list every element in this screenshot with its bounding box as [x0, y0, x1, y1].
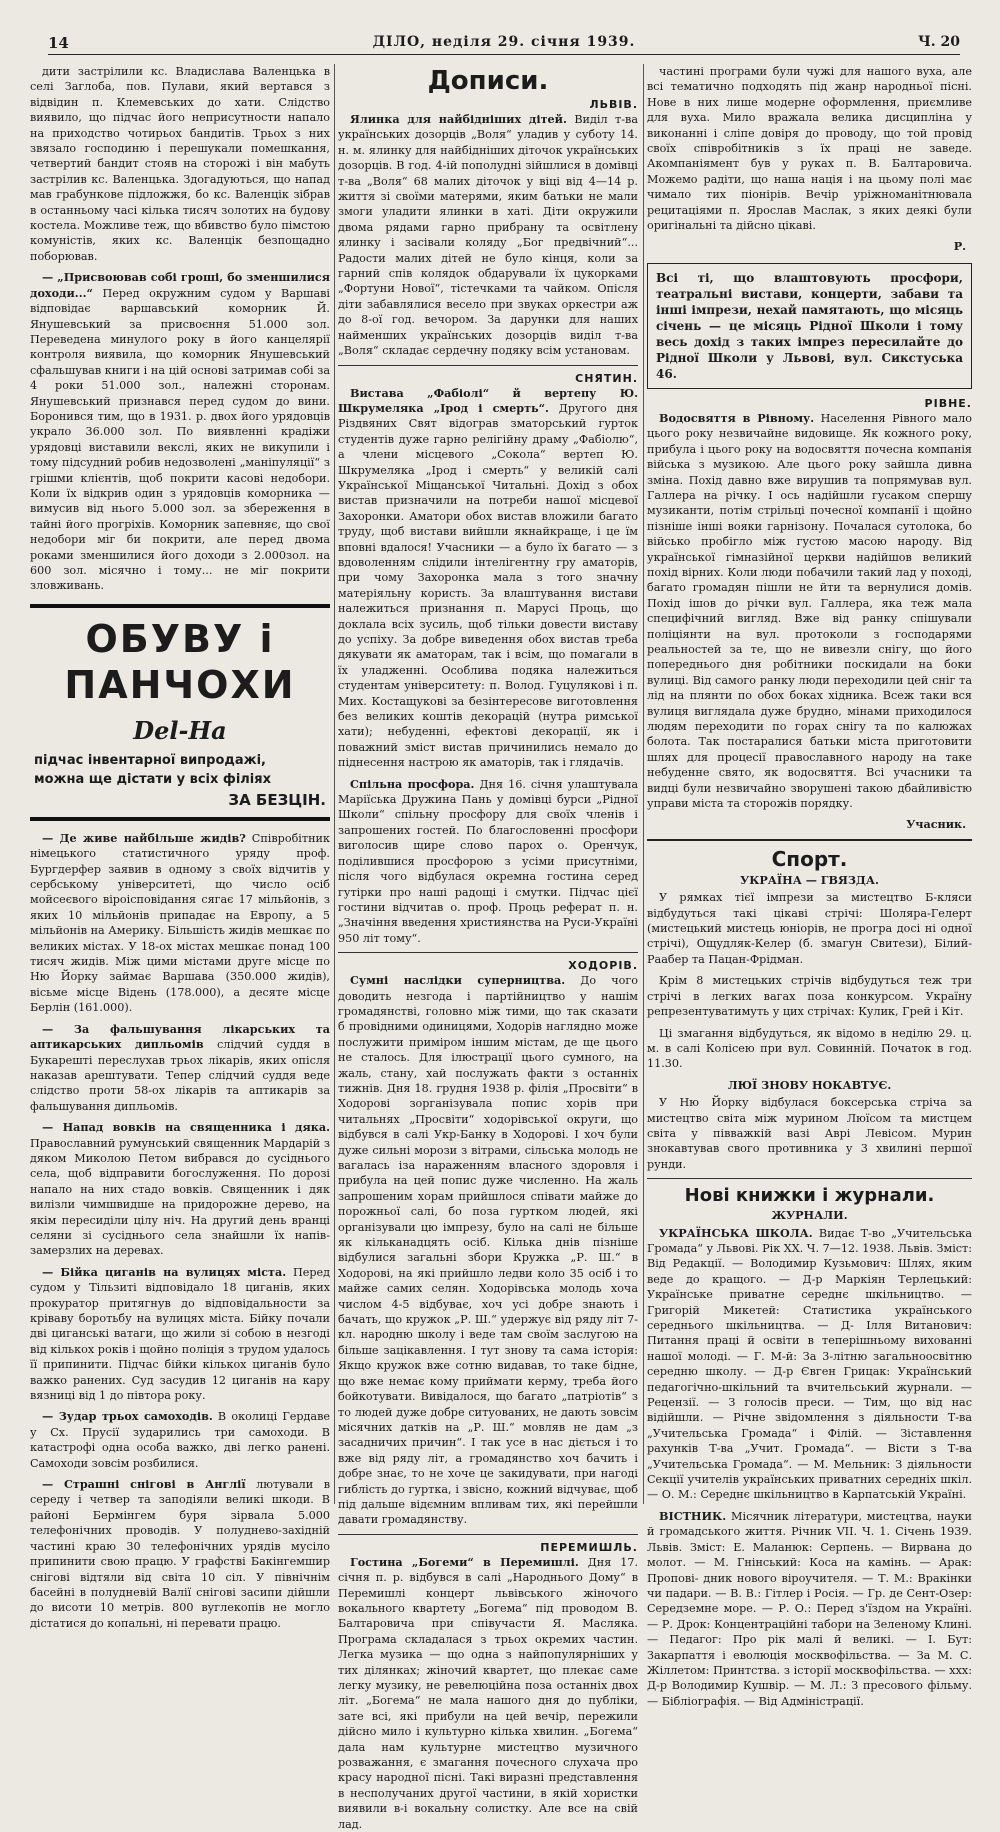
article-text: дити застрілили кс. Владислава Валенцька в селі Заглоба, пов. Пулави, який вертався з відвідин п. Клемевських до хати. Слідство виявило, що підчас його неприсутности напало на приходство чотирьох бандитів. Трьох з них звязало господиню і перешукали помешкання, четвертий бандит стояв на сторожі і він мабуть застрілив кс. Валенцька. Здогадуються, що напад мав грабункове підложжя, бо кс. Валенцік зібрав в останньому часі кілька тисяч золотих на будову костела. Можливе теж, що вбивство було пімстою комуністів, яких кс. Валенцік безпощадно поборював.: [30, 65, 330, 263]
article: [30, 1409, 330, 1471]
column-middle: [338, 64, 639, 1831]
article-text: слідчий суддя в Букарешті переслухав трьох лікарів, яких опісля наказав арештувати. Тепер слідчий суддя веде слідство проти 58-ох лікарів та аптикарів за фальшування дипльомів.: [30, 1038, 330, 1113]
article-lead: Вистава „Фабіолі“ й вертепу Ю. Шкрумеляка „Ірод і смерть“.: [338, 385, 638, 415]
article-text: Ці змагання відбудуться, як відомо в неділю 29. ц. м. в салі Колісею при вул. Совинній. Початок в год. 11.30.: [647, 1026, 972, 1071]
header-rule: [48, 54, 960, 55]
article-lead: — Де живе найбільше жидів?: [42, 830, 246, 845]
books-title: Нові книжки і журнали.: [684, 1185, 935, 1207]
section-title: Дописи.: [427, 66, 549, 96]
divider: [338, 365, 638, 366]
article-lead: — Напад вовків на священника і дяка.: [42, 1120, 330, 1135]
article-text: частині програми були чужі для нашого вуха, але всі тематично подходять під жанр народньої пісні. Нове в них лише модерне оформлення, приємливе для вуха. Мило вражала велика дисципліна у виконанні і сліпе довіря до проводу, що той провід своїх співробітників з їх праці не заведе. Акомпаніямент був у руках п. В. Балтаровича. Можемо радіти, що наша нація і на цьому полі має чимало тих піонірів. Вечір уріжноманітнювала рецитаціями п. Ярослав Маслак, з яких деякі були оригінальні та дійсно цікаві.: [647, 65, 972, 233]
article-lead: Ялинка для найбідніших дітей.: [350, 112, 567, 126]
article-text: Православний румунський священник Мардарій з дяком Миколою Петом вибрався до сусіднього села, щоб відправити богослуження. По дорозі напало на них стадо вовків. Священник і дяк вилізли чимшвидше на придорожне дерево, на якім пересиділи цілу ніч. На другий день вранці селяни зі сусіднього села знайшли їх напів-замерзлих на деревах.: [30, 1136, 330, 1258]
ad-brand-logo: Del-Ha: [133, 715, 227, 745]
article-text: Перед окружним судом у Варшаві відповідає варшавський коморник Й. Янушевський за присвоєння 51.000 зол. Переведена минулого року в його канцелярії контроля виявила, що коморник Янушевський сфальшував книги і на цій основі затримав собі за 4 роки 51.000 зол., належні сторонам. Янушевський признався перед судом до вини. Боронився тим, що в 1931. р. двох його урядовців украло 36.000 зол. По виявленні крадіжи урядовці виставили векслі, яких не викупили і тому підсудний робив недозволені „маніпуляції“ з грішми клієнтів, щоб покрити касові недобори. Коли їх відкрив один з урядовців коморника — вимусив від нього 5.000 зол. за збереження в тайні його прогріхів. Коморник запевняє, що свої недобори міг би покрити, але перед двома роками зменшилися його доходи з 2.000зол. на 600 зол. місячно і тому... не міг покрити зловживань.: [30, 286, 330, 593]
notice-box: Всі ті, що влаштовують просфори, театральні вистави, концерти, забави та інші імпрези, нехай памятають, що місяць січень — це місяць Рідної Школи і тому весь дохід з таких імпрез пересилайте до Рідної Школи у Львові, вул. Сикстуська 46.: [647, 263, 972, 389]
article: [647, 1226, 972, 1503]
article: [30, 1477, 330, 1631]
column-left: [30, 64, 330, 1630]
article-lead: — Бійка циганів на вулицях міста.: [42, 1264, 287, 1279]
article: [30, 1120, 330, 1259]
article: [30, 270, 330, 594]
masthead: ДІЛО, неділя 29. січня 1939.: [372, 34, 636, 50]
article-text: Виділ т-ва українських дозорців „Воля“ уладив у суботу 14. н. м. ялинку для найбідніших діточок українських дозорців. В год. 4-ій пополудні зійшлися в домівці т-ва „Воля“ 68 малих діточок у віці від 4—14 р. життя зі своїми матерями, яким батьки не мали змоги уладити ялинки в хаті. Діти окружили двома рядами гарно прибрану та освітлену ялинку і засівали коляду „Бог предвічний“... Радости малих дітей не було кінця, коли за гарний спів колядок обдарували їх цукорками „Фортуни Нової“, тістечками та чайком. Опісля діти забавлялися весело при звуках оркестри аж до 8-ої год. вечором. За дарунки для наших найменших українських дозорців виділ т-ва „Воля“ складає сердечну подяку всім установам.: [338, 113, 638, 358]
ad-price: ЗА БЕЗЦІН.: [228, 790, 326, 809]
article: [338, 973, 638, 1528]
article-lead: — За фальшування лікарських та аптикарських дипльомів: [30, 1021, 330, 1052]
sport-heading: УКРАЇНА — ГВЯЗДА.: [740, 872, 879, 887]
article-lead: — Страшні снігові в Англії: [42, 1477, 246, 1492]
article-text: В околиці Гердаве у Сх. Прусії зударились три самоходи. В катастрофі одна особа важко, дві легко ранені. Самоходи зовсім розбилися.: [30, 1410, 330, 1470]
dateline: ХОДОРІВ.: [568, 959, 638, 973]
signature: Р.: [953, 239, 966, 254]
article-text: Крім 8 мистецьких стрічів відбудуться теж три стрічі в легких вагах поза конкурсом. Україну репрезентуватимуть у цих стрічах: Кулик, Грей і Кіт.: [647, 974, 972, 1019]
issue-number: Ч. 20: [917, 34, 960, 50]
article-lead: Сумні наслідки суперництва.: [350, 973, 566, 988]
divider: [647, 839, 972, 841]
column-right: [647, 64, 972, 1708]
dateline: ЛЬВІВ.: [589, 98, 638, 111]
article-lead: — „Присвоював собі гроші, бо зменшилися доходи...“: [30, 270, 330, 300]
ad-line: підчас інвентарної випродажі,: [34, 752, 266, 768]
books-subheading: ЖУРНАЛИ.: [771, 1208, 848, 1223]
advertisement: [30, 604, 330, 821]
article: [30, 1265, 330, 1404]
article-lead: — Зудар трьох самоходів.: [42, 1409, 213, 1424]
article-lead: ВІСТНИК.: [659, 1508, 727, 1523]
article: [647, 411, 972, 812]
article-text: Видає Т-во „Учительська Громада“ у Львові. Рік XX. Ч. 7—12. 1938. Львів. Зміст: Від Редакції. — Володимир Кузьмович: Шлях, яким ведe до кращого. — Д-р Маркіян Терлецький: Українське приватне середнє шкільництво. — Григорій Микетей: Статистика українського середнього шкільництва. — Д- Ілля Витанович: Питання праці й освіти в теперішньому вихованні нашої молоді. — Г. М-й: За 3-літню загальноосвітню середню школу. — Д-р Євген Грицак: Український педагогічно-шкільний та вчительський журнали. — Рецензії. — З голосів преси. — Тим, що від нас відійшли. — Річне звідомлення з діяльности Т-ва „Учительська Громада“ і Філій. — Зіставлення рахунків Т-ва „Учит. Громада“. — Вісти з Т-ва „Учительська Громада“. — М. Мельник: З діяльности Секції учителів українських приватних середніх шкіл. — О. М.: Середнє шкільництво в Карпатській Україні.: [647, 1226, 972, 1502]
divider: [338, 1534, 638, 1535]
article-lead: Водосвяття в Рівному.: [659, 410, 815, 425]
article: [338, 1555, 638, 1832]
article-text: Другого дня Різдвяних Свят відограв зматорський гурток студентів дуже гарно релігійну драму „Фабіолю“, а члени місцевого „Сокола“ вертеп Ю. Шкрумеляка „Ірод і смерть“ у великій салі Української Міщанської Читальні. Дохід з обох вистав призначили на потреби нашої місцевої Захоронки. Аматори обох вистав вложили багато труду, щоб вистави вийшли якнайкраще, і це їм вповні вдалося! Учасники — а було їх багато — з вдоволенням слідили інтелігентну гру аматорів, при чому Захоронка мала з того значну матеріяльну користь. За влаштування вистави належиться признання п. Марусі Проць, що доклала всіх зусиль, щоб тільки довести виставу до успіху. За добре виведення обох вистав треба дякувати як аматорам, так і всім, що помагали в їх уладженні. Особлива подяка належиться студентам університету: п. Волод. Гуцулякові і п. Мих. Костащукові за безінтересове виготовлення без великих коштів декорацій (нутра римської хати); небуденні, ефектові декорації, як і поважний зміст вистав причинились немало до піднесення настрою як аматорів, так і глядачів.: [338, 401, 638, 770]
column-divider: [334, 64, 335, 1504]
dateline: РІВНЕ.: [924, 396, 972, 410]
column-divider: [643, 64, 644, 1504]
dateline: СНЯТИН.: [575, 371, 638, 385]
article-text: У рямках тієї імпрези за мистецтво Б-кляси відбудуться такі цікаві стрічі: Шоляра-Гелерт (мистецький мистець юніорів, не програ досі ні одної стрічі), Ощудляк-Келер (б. змагун Свитези), Білий-Раабер та Пацан-Фрідман.: [647, 891, 972, 966]
sport-heading: ЛЮЇ ЗНОВУ НОКАВТУЄ.: [727, 1077, 892, 1092]
page-number: 14: [48, 34, 69, 52]
article: [338, 112, 638, 359]
signature: Учасник.: [906, 817, 966, 832]
article-text: Дня 16. січня улаштувала Маріїська Дружина Пань у домівці бурси „Рідної Школи“ спільну просфору для своїх членів і запрошених гостей. По благословенні просфори виголосив щире слово парох о. Оренчук, поділившися просфорою з усіми присутніми, після чого відбулася окремна гостина серед гутірки про наші радощі і смутки. Підчас цієї гостини відчитав о. проф. Проць реферат п. н. „Значіння введення християнства на Руси-Україні 950 літ тому“.: [338, 777, 638, 945]
article-lead: УКРАЇНСЬКА ШКОЛА.: [659, 1225, 813, 1240]
article-text: У Ню Йорку відбулася боксерська стріча за мистецтво світа між мурином Люїсом та мистцем світа у півважкій вазі Аврі Левісом. Мурин знокавтував свого противника у 3 хвилині першої рунди.: [647, 1096, 972, 1171]
ad-line: можна ще дістати у всіх філіях: [34, 771, 271, 787]
article-text: Населення Рівного мало цього року незвичайне видовище. Як кожного року, прибула і цього року на водосвяття почесна компанія війська з музикою. Але цього року зайшла дивна зміна. Похід давно вже вирушив та попрямував вул. Галлера на річку. І ось надійшли гусаком спершу музиканти, потім стрільці почесної компанії і щойно пізніше інші вояки гарнізону. Почалася сутолока, бо військо пробігло між густою масою народу. Від української гімназійної церкви надійшов великий похід вірних. Коли люди побачили такий лад у поході, багато громадян пішли не йти та вернулися домів. Похід ішов до річки вул. Галлера, яка теж мала специфічний вигляд. Вже від ранку спішували поліціянти на вул. протоколи з господарями реальностей за те, що не вивезли снігу, що його попереднього дня робітники поскидали на боки вулиці. Від самого ранку люди переходили цей сніг та лід на плянти по обох боках хідника. Всеж таки вся вулиця виглядала дуже брудно, мінами приходилося людям переходити по горах снігу та по калюжах болота. Так постаралися батьки міста приготовити шлях для процесії православного народу на таке небуденне свято, як водосвяття. Всі учасники та видці були незвичайно зворушені такою дбайливістю управи міста та сторожів порядку.: [647, 411, 972, 811]
divider: [647, 1178, 972, 1179]
article: [338, 386, 638, 771]
article-text: лютували в середу і четвер та заподіяли великі шкоди. В районі Бермінгем буря зірвала 5.000 телефонічних проводів. У полудневo-західній частині краю 30 телефонічних урядів мусіло припинити свою працю. У графстві Бакінгемшир снігові відтяли від світа 10 сіл. У північнім басейні в полудневій Валії снігові засипи дійшли до висоти 10 метрів. 800 вуглекопів не могло дістатися до копальні, ні перевати працю.: [30, 1478, 330, 1630]
sport-title: Спорт.: [771, 846, 848, 871]
page-header: [48, 34, 960, 56]
article-text: Дня 17. січня п. р. відбувся в салі „Народнього Дому“ в Перемишлі концерт львівського жіночого вокального квартету „Богема“ під проводом В. Балтаровича при співучасти Я. Масляка. Програма складалася з трьох окремих частин. Легка музика — що одна з найпопулярніших у тих ділянках; жіночий квартет, що плекає саме легку музику, не ревелюційна поза останніх двох літ. „Богема“ не мала нашого дня до публіки, зате всі, які прибули на цей вечір, пережили дійсно мило і культурно кілька хвилин. „Богема“ дала нам культурне мистецтво музичного розважання, є змагання почесного слухача про красу народної пісні. Такі виразні представлення в несполучаних другої частини, в якій хористки виявили в-і вокальну солистку. Але все на свій лад.: [338, 1555, 639, 1831]
article-text: Перед судом у Тільзиті відповідало 18 циганів, яких прокуратор притягнув до відповідальности за кріваву боротьбу на вулицях міста. Бійку почали дві циганські ватаги, що жили зі собою в незгоді від кількох років і щойно поліція з трудом удалось її припинити. Підчас бійки кількох циганів було важко ранених. Суд засудив 12 циганів на кару вязниці від 1 до півтора року.: [30, 1265, 330, 1403]
article: [647, 1509, 972, 1709]
dateline: ПЕРЕМИШЛЬ.: [540, 1540, 638, 1554]
article: [30, 1022, 330, 1114]
article-text: Місячник літератури, мистецтва, науки й громадського життя. Річник VII. Ч. 1. Січень 1939. Львів. Зміст: Е. Маланюк: Серпень. — Вирвана до молот. — М. Гнінський: Коса на камінь. — Арак: Пропові- дник нового віроучителя. — Т. М.: Вракінки чи падари. — В. В.: Гітлер і Росія. — Гр. де Сент-Озер: Середземне море. — Р. О.: Перед з'їздом на Україні. — Р. Дрок: Концентраційні табори на Зеленому Клині. — Педагог: Про рік малі й великі. — І. Бут: Закарпаття і еволюція москвофільства. — За М. С. Жіллетом: Принтства. з історії москвофільства. — xxx: Д-р Володимир Кушвір. — М. Л.: З пресового фільму. — Бібліографія. — Від Адміністрації.: [647, 1509, 972, 1708]
article: [338, 777, 638, 946]
ad-headline: ОБУВУ і ПАНЧОХИ: [64, 616, 296, 707]
article: [30, 831, 330, 1016]
article-lead: Спільна просфора.: [350, 776, 475, 791]
divider: [338, 952, 638, 953]
article-text: Співробітник німецького статистичного уряду проф. Бургдерфер заявив в одному з своїх відчитів у сербському університеті, що число осіб мойсеєвого віроісповідання сягає 17 мільйонів, з яких 10 мільйонів припадає на Европу, а 5 мільйонів на Америку. Більшість жидів мешкає по великих містах. У 18-ох містах мешкає понад 100 тисяч жидів. Між цими містами друге місце по Ню Йорку займає Варшава (350.000 жидів), вісьме місце Відень (178.000), а десяте місце Берлін (161.000).: [30, 831, 330, 1015]
article-text: До чого доводить незгода і партійництво у нашім громадянстві, головно між тими, що так сказати б провідними одиницями, Ходорів наглядно може послужити примірoм іншим містам, де ще цього не сталось. Для ілюстрації цього сумного, на жаль, стану, хай послужать факти з останніх тижнів. Дня 18. грудня 1938 р. філія „Просвіти“ в Ходорові зорганізувала попис хорів при читальнях „Просвіти“ ходорівської округи, що відбувся в салі Укр-Банку в Ходорові. І хоч були дуже сильні морози з вітрами, сільська молодь не вагалась іза нараженням власного здоровля і прибула на цей попис дуже численно. На жаль запрошеним хорам прийшлося співати майже до порожньої салі, бо поза гуртком людей, які організували цю імпрезу, було на салі не більше як кільканадцять осіб. Кілька днів пізніше відбулися загальні збори Кружка „Р. Ш.“ в Ходорові, на які прийшло ледви коло 35 осіб і то майже самих селян. Ходорівська молодь хоча числом 4-5 відбуває, хоч усі добре знають і бачать, що кружок „Р. Ш.“ удержує від ряду літ 7-кл. народню школу і веде там своїм заслугою на більше зацікавлення. І тут знову та сама історія: Якщо кружок вже сотню видавав, то таке бідне, що вже немає кому приймати керму, треба його бойкотувати. Вивідалося, що багато „патріотів“ з то людей дуже добре ситуованих, не дають зовсім місячних датків на „Р. Ш.“ мовляв не дам „з засадничих причин“. І так усе в нас діється і то вже від ряду літ, а громадянство хоч бачить і добре знає, то не хоче це закидувати, при нагоді гиблість до гуртка, і звісно, кожний відчуває, щоб під дальше відємним впливам тих, які перейшли давати громадянству.: [338, 974, 639, 1527]
article-lead: Гостина „Богеми“ в Перемишлі.: [350, 1554, 579, 1569]
